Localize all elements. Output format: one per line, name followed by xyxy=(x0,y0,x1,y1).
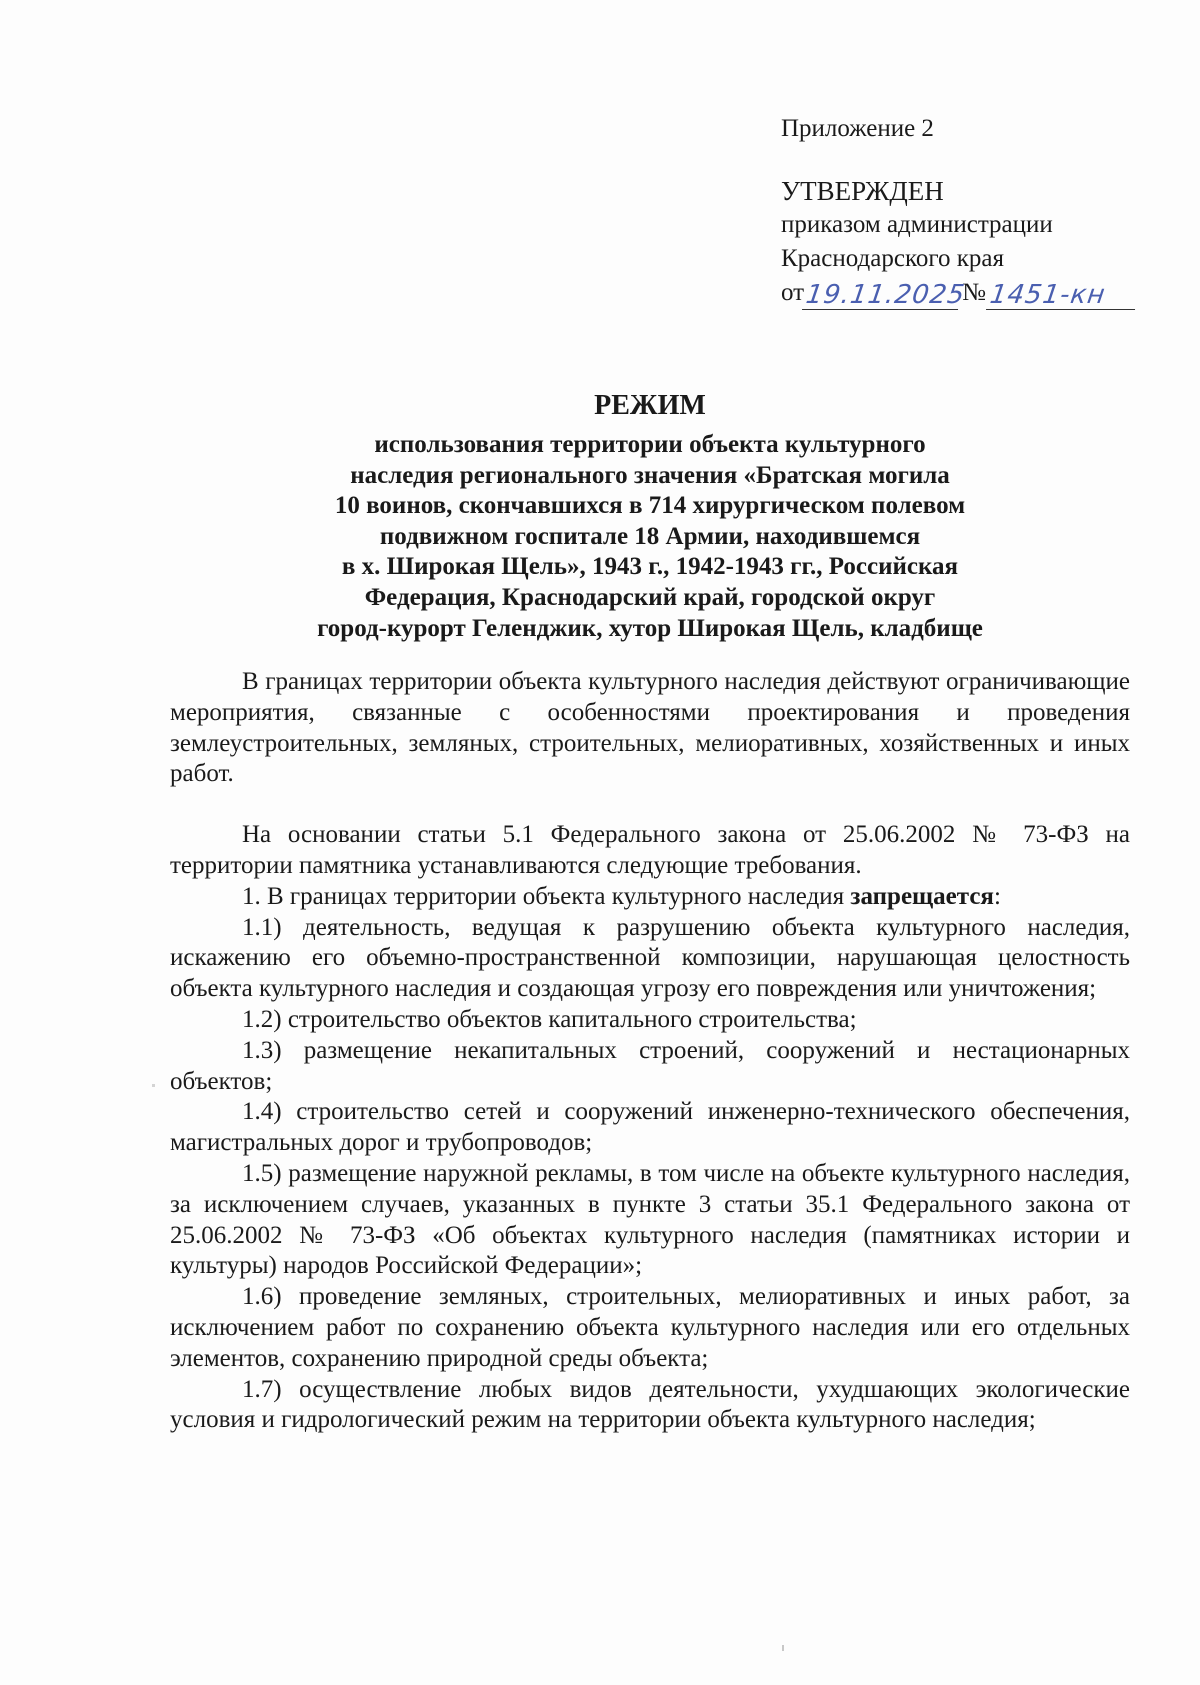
approval-block xyxy=(781,112,1141,310)
item-1-colon: : xyxy=(993,882,1001,910)
title-line: в х. Широкая Щель», 1943 г., 1942-1943 гг., Российская xyxy=(341,553,959,581)
handwritten-order-number: 1451-кн xyxy=(986,281,1139,310)
scan-artifact xyxy=(782,1645,784,1651)
subitem-paragraph: 1.5) размещение наружной рекламы, в том числе на объекте культурного наследия, за исключением случаев, указанных в пункте 3 статьи 35.1 Федерального закона от 25.06.2002 № 73-ФЗ «Об объектах культурного наследия (памятниках истории и культуры) народов Российской Федерации»; xyxy=(170,1159,1130,1280)
scan-artifact xyxy=(152,1084,155,1087)
item-1-emphasis: запрещается xyxy=(850,882,994,910)
appendix-label: Приложение 2 xyxy=(781,115,934,142)
title-line: использования территории объекта культурного xyxy=(374,431,926,458)
date-prefix: от xyxy=(781,279,805,306)
document-title-block xyxy=(170,388,1130,644)
subitem-paragraph: 1.7) осуществление любых видов деятельности, ухудшающих экологические условия и гидрологический режим на территории объекта культурного наследия; xyxy=(170,1375,1130,1434)
approved-stamp-label: УТВЕРЖДЕН xyxy=(781,176,944,206)
title-line: город-курорт Геленджик, хутор Широкая Щель, кладбище xyxy=(317,614,983,642)
basis-paragraph: На основании статьи 5.1 Федерального закона от 25.06.2002 № 73-ФЗ на территории памятника устанавливаются следующие требования. xyxy=(170,821,1130,879)
approval-date-line xyxy=(781,276,1141,310)
subitem-paragraph: 1.1) деятельность, ведущая к разрушению объекта культурного наследия, искажению его объемно-пространственной композиции, нарушающая целостность объекта культурного наследия и создающая угрозу его повреждения или уничтожения; xyxy=(170,913,1130,1003)
subitem-paragraph: 1.4) строительство сетей и сооружений инженерно-технического обеспечения, магистральных дорог и трубопроводов; xyxy=(170,1098,1130,1157)
title-line: подвижном госпитале 18 Армии, находившемся xyxy=(379,522,921,550)
number-sign: № xyxy=(962,279,986,306)
subitem-paragraph: 1.2) строительство объектов капитального строительства; xyxy=(242,1005,857,1033)
approval-line-1: приказом администрации xyxy=(781,211,1053,238)
document-body xyxy=(170,667,1130,1436)
item-1-text: 1. В границах территории объекта культурного наследия xyxy=(242,882,851,910)
document-title: РЕЖИМ xyxy=(594,390,706,421)
subitem-paragraph: 1.6) проведение земляных, строительных, мелиоративных и иных работ, за исключением работ по сохранению объекта культурного наследия или его отдельных элементов, сохранению природной среды объекта; xyxy=(170,1283,1130,1372)
handwritten-date: 19.11.2025 xyxy=(804,280,968,310)
title-line: 10 воинов, скончавшихся в 714 хирургическом полевом xyxy=(334,492,966,520)
item-1-paragraph xyxy=(170,882,1130,913)
intro-paragraph: В границах территории объекта культурного наследия действуют ограничивающие мероприятия, связанные с особенностями проектирования и проведения землеустроительных, земляных, строительных, мелиоративных, хозяйственных и иных работ. xyxy=(170,668,1130,788)
approval-line-2: Краснодарского края xyxy=(781,245,1004,272)
subitem-paragraph: 1.3) размещение некапитальных строений, сооружений и нестационарных объектов; xyxy=(170,1036,1130,1095)
title-line: Федерация, Краснодарский край, городской округ xyxy=(364,583,936,611)
title-line: наследия регионального значения «Братская могила xyxy=(350,461,950,489)
